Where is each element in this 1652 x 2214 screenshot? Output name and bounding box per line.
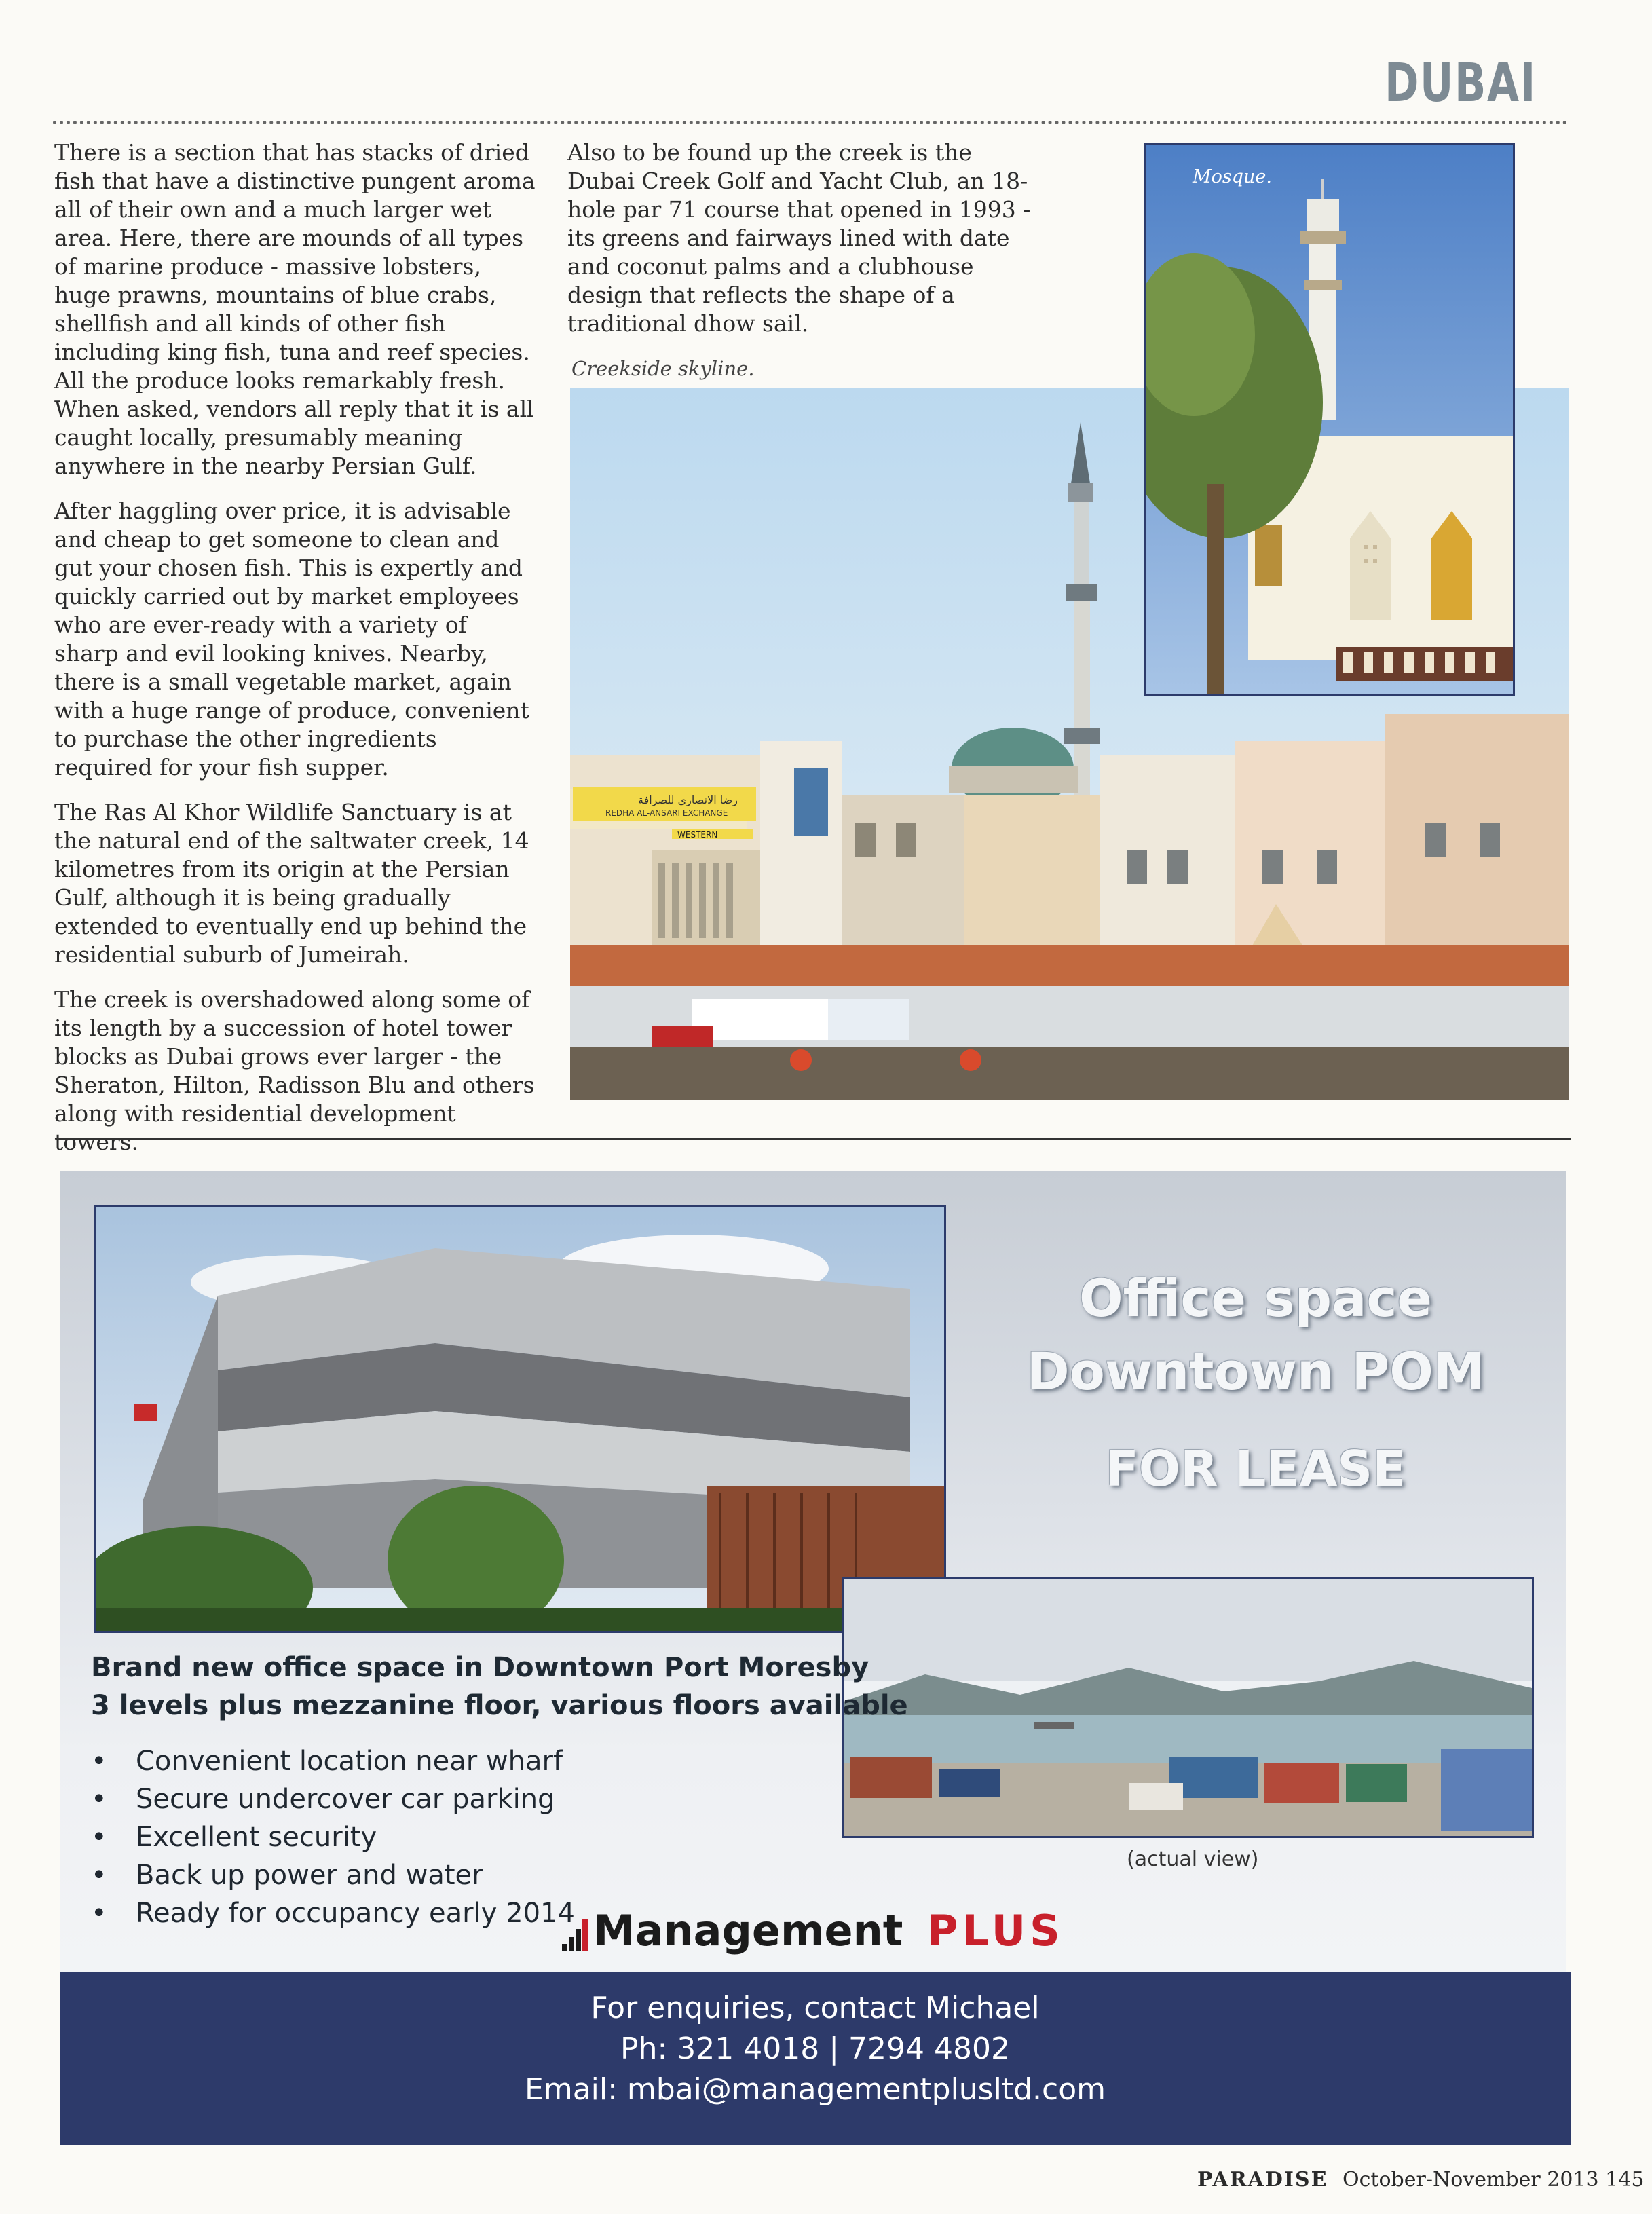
contact-banner [60, 1972, 1571, 2145]
magazine-name: PARADISE [1197, 2168, 1328, 2192]
logo-text-management: Management [593, 1906, 903, 1955]
contact-phone: Ph: 321 4018 | 7294 4802 [620, 2031, 1010, 2066]
western-sign: WESTERN [677, 830, 718, 840]
exchange-sign-arabic: رضا الانصاري للصرافة [638, 793, 738, 806]
exchange-sign: REDHA AL-ANSARI EXCHANGE [605, 808, 728, 818]
logo-text-plus: PLUS [927, 1906, 1064, 1955]
paragraph: There is a section that has stacks of dried fish that have a distinctive pungent aroma all of their own and a much larger wet area. Here, there are mounds of all types of marine produce - massive lobsters, huge prawns, mountains of blue crabs, shellfish and all kinds of other fish including king fish, tuna and reef species. All the produce looks remarkably fresh. When asked, vendors all reply that it is all caught locally, presumably meaning anywhere in the nearby Persian Gulf. [54, 139, 536, 479]
list-item: • Excellent security [91, 1822, 377, 1853]
ad-subhead-2: 3 levels plus mezzanine floor, various floors available [91, 1690, 908, 1721]
article-end-rule [56, 1138, 1571, 1140]
caption-skyline: Creekside skyline. [571, 357, 755, 380]
ad-headline-line-1: Office space [1079, 1268, 1432, 1328]
paragraph: Also to be found up the creek is the Dubai Creek Golf and Yacht Club, an 18-hole par 71 course that opened in 1993 - its greens and fairways lined with date and coconut palms and a clubhouse design that reflects the shape of a traditional dhow sail. [567, 139, 1031, 337]
list-item: • Convenient location near wharf [91, 1746, 563, 1777]
logo-bars-icon [562, 1911, 593, 1952]
contact-line: For enquiries, contact Michael [590, 1991, 1040, 2025]
paragraph: After haggling over price, it is advisable and cheap to get someone to clean and gut your chosen fish. This is expertly and quickly carried out by market employees who are ever-ready with a variety of sharp and evil looking knives. Nearby, there is a small vegetable market, again with a huge range of produce, convenient to purchase the other ingredients required for your fish supper. [54, 498, 529, 781]
article-column-1 [54, 138, 536, 1173]
contact-email: Email: mbai@managementplusltd.com [525, 2072, 1106, 2107]
paragraph: The creek is overshadowed along some of its length by a succession of hotel tower blocks as Dubai grows ever larger - the Sheraton, Hilton, Radisson Blu and others along with residential development towers. [54, 986, 535, 1155]
section-title: DUBAI [1385, 53, 1537, 114]
mosque-photo [1144, 143, 1515, 696]
harbour-view-photo [842, 1577, 1534, 1838]
list-item: • Secure undercover car parking [91, 1784, 555, 1815]
office-building-photo [94, 1205, 946, 1633]
header-divider [53, 121, 1568, 124]
paragraph: The Ras Al Khor Wildlife Sanctuary is at the natural end of the saltwater creek, 14 kilometres from its origin at the Persian Gulf, although it is being gradually extended to eventually end up behind the residential suburb of Jumeirah. [54, 799, 529, 968]
list-item: • Back up power and water [91, 1860, 483, 1891]
page-footer [1197, 2168, 1644, 2192]
list-item: • Ready for occupancy early 2014 [91, 1898, 575, 1929]
article-column-2 [567, 138, 1043, 354]
ad-headline-line-3: FOR LEASE [1105, 1440, 1406, 1497]
page-number: 145 [1605, 2168, 1645, 2192]
ad-subhead-1: Brand new office space in Downtown Port Moresby [91, 1652, 869, 1683]
issue-date: October-November 2013 [1343, 2168, 1599, 2192]
caption-mosque: Mosque. [1193, 166, 1272, 187]
ad-headline-line-2: Downtown POM [1026, 1341, 1485, 1402]
actual-view-caption: (actual view) [1127, 1847, 1259, 1871]
